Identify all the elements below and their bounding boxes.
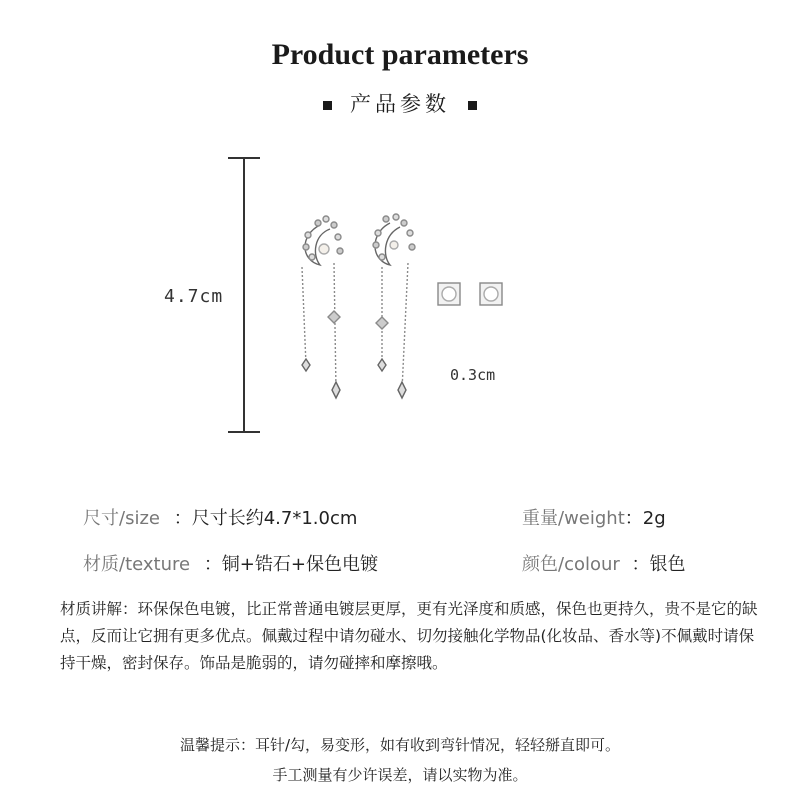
spec-weight — [522, 504, 666, 530]
ruler-bar — [243, 157, 245, 433]
spec-weight-value: ：2g — [624, 508, 666, 529]
spec-texture-key: 材质/texture — [83, 554, 191, 575]
spec-size-value: ：尺寸长约4.7*1.0cm — [173, 508, 358, 529]
spec-size — [83, 504, 357, 530]
spec-texture — [83, 550, 378, 576]
earring-product-image — [290, 205, 530, 420]
square-bullet-icon — [323, 101, 332, 110]
tip-line-1: 温馨提示：耳针/勾，易变形，如有收到弯针情况，轻轻掰直即可。 — [179, 736, 621, 754]
ruler-bottom-cap — [228, 431, 260, 433]
material-description: 材质讲解：环保保色电镀，比正常普通电镀层更厚，更有光泽度和质感，保色也更持久，贵不是它的缺点，反而让它拥有更多优点。佩戴过程中请勿碰水、切勿接触化学物品(化妆品、香水等)不佩戴时请保持干燥，密封保存。饰品是脆弱的，请勿碰摔和摩擦哦。 — [60, 600, 758, 672]
spec-size-key: 尺寸/size — [83, 508, 160, 529]
square-bullet-icon — [468, 101, 477, 110]
length-label: 4.7cm — [164, 286, 224, 307]
tip-line-2: 手工测量有少许误差，请以实物为准。 — [272, 766, 528, 784]
page-title: Product parameters — [271, 38, 529, 71]
page-subtitle — [0, 88, 800, 118]
stud-size-label: 0.3cm — [450, 366, 496, 384]
spec-colour-key: 颜色/colour — [522, 554, 620, 575]
length-ruler — [228, 157, 260, 433]
spec-colour — [522, 550, 686, 576]
spec-texture-value: ：铜+锆石+保色电镀 — [203, 554, 378, 575]
subtitle-text: 产品参数 — [350, 92, 450, 116]
spec-colour-value: ：银色 — [631, 554, 686, 575]
spec-weight-key: 重量/weight — [522, 508, 625, 529]
